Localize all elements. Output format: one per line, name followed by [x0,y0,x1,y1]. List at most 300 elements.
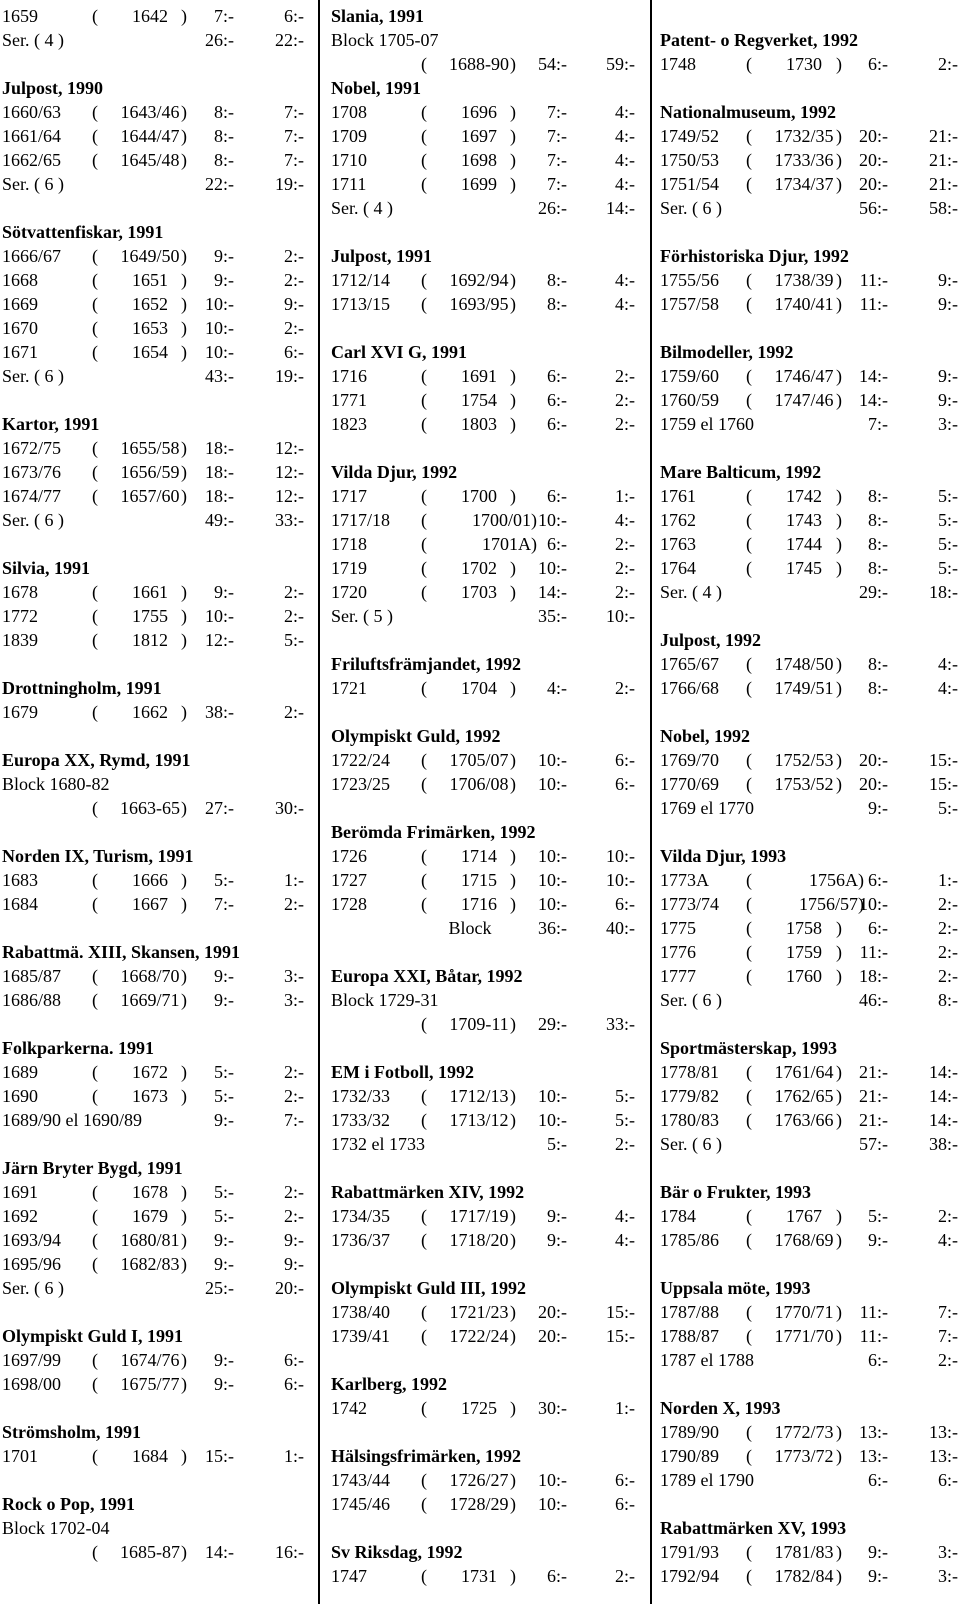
column-divider [650,0,652,1604]
catalog-number: 1710 [331,150,367,170]
heading-text: Julpost, 1990 [2,78,104,98]
price-unused: 11:- [859,294,888,314]
catalog-number: 1759/60 [660,366,720,386]
reference-number: 1771/70 [774,1326,834,1346]
paren: ( [746,966,752,986]
catalog-number: 1792/94 [660,1566,720,1586]
paren: ( [746,510,752,530]
spacer [2,1012,304,1036]
price-used: 6:- [615,774,635,794]
block-label: Block [448,918,492,938]
heading-text: Sötvattenfiskar, 1991 [2,222,164,242]
catalog-entry-row [2,124,304,148]
heading-text: Järn Bryter Bygd, 1991 [2,1158,183,1178]
catalog-entry-row [331,556,639,580]
paren: ( [746,1326,752,1346]
catalog-number: 1722/24 [331,750,391,770]
paren: ) [510,1566,516,1586]
spacer [331,628,639,652]
reference-number: 1663-65 [120,798,180,818]
heading-text: Folkparkerna. 1991 [2,1038,155,1058]
reference-number: 1649/50 [120,246,180,266]
catalog-number: 1661/64 [2,126,62,146]
spacer [331,796,639,820]
price-used: 7:- [284,126,304,146]
paren: ) [181,294,187,314]
series-total-row [331,196,639,220]
spacer [660,76,958,100]
issue-heading [660,340,958,364]
price-unused: 14:- [859,390,888,410]
paren: ( [421,846,427,866]
reference-number: 1702 [461,558,497,578]
paren: ) [510,1398,516,1418]
price-unused: 9:- [214,246,234,266]
catalog-number: 1763 [660,534,696,554]
reference-number: 1749/51 [774,678,834,698]
price-used: 2:- [284,1206,304,1226]
reference-number: 1718/20 [449,1230,509,1250]
catalog-number: 1769/70 [660,750,720,770]
paren: ) [510,1494,516,1514]
reference-number: 1746/47 [774,366,834,386]
catalog-entry-row [660,172,958,196]
heading-text: Vilda Djur, 1993 [660,846,787,866]
catalog-number: 1708 [331,102,367,122]
catalog-entry-row [2,700,304,724]
paren: ) [510,174,516,194]
price-unused: 30:- [538,1398,567,1418]
paren: ) [510,894,516,914]
spacer [331,220,639,244]
catalog-entry-row [331,1300,639,1324]
heading-text: Bär o Frukter, 1993 [660,1182,811,1202]
heading-text: Slania, 1991 [331,6,425,26]
price-unused: 6:- [868,918,888,938]
price-unused: 25:- [205,1278,234,1298]
reference-number: 1662 [132,702,168,722]
price-used: 10:- [606,606,635,626]
reference-number: 1747/46 [774,390,834,410]
series-total-row [660,412,958,436]
catalog-entry-row [2,796,304,820]
paren: ( [421,678,427,698]
issue-heading [660,628,958,652]
catalog-entry-row [331,844,639,868]
price-used: 2:- [615,1134,635,1154]
paren: ) [181,1350,187,1370]
paren: ) [181,582,187,602]
series-total-row [660,1468,958,1492]
issue-heading [2,1036,304,1060]
series-total-row [660,196,958,220]
catalog-number: 1701 [2,1446,38,1466]
price-unused: 10:- [205,318,234,338]
paren: ) [836,1422,842,1442]
catalog-entry-row [2,892,304,916]
price-unused: 9:- [214,1110,234,1130]
catalog-entry-row [331,988,639,1012]
issue-heading [331,1444,639,1468]
catalog-entry-row [331,292,639,316]
paren: ( [421,1470,427,1490]
series-total-row [331,604,639,628]
catalog-entry-row [2,148,304,172]
price-used: 4:- [615,174,635,194]
price-unused: 29:- [538,1014,567,1034]
paren: ) [836,270,842,290]
price-unused: 14:- [538,582,567,602]
catalog-number: 1659 [2,6,38,26]
paren: ( [746,678,752,698]
spacer [2,532,304,556]
reference-number: 1782/84 [774,1566,834,1586]
price-used: 2:- [284,246,304,266]
catalog-entry-row [2,484,304,508]
paren: ) [836,294,842,314]
catalog-entry-row [2,604,304,628]
catalog-entry-row [660,892,958,916]
price-used: 58:- [929,198,958,218]
heading-text: Rabattmärken XIV, 1992 [331,1182,525,1202]
catalog-entry-row [331,1204,639,1228]
paren: ) [836,390,842,410]
catalog-entry-row [2,1084,304,1108]
price-used: 2:- [284,1062,304,1082]
paren: ) [836,510,842,530]
paren: ( [421,894,427,914]
price-used: 2:- [938,942,958,962]
catalog-entry-row [2,1540,304,1564]
paren: ( [92,1230,98,1250]
catalog-number: 1734/35 [331,1206,391,1226]
issue-heading [331,724,639,748]
price-unused: 9:- [868,1566,888,1586]
heading-text: Kartor, 1991 [2,414,100,434]
catalog-number: 1772 [2,606,38,626]
paren: ( [746,1302,752,1322]
price-used: 14:- [606,198,635,218]
catalog-number: 1751/54 [660,174,720,194]
price-unused: 20:- [538,1302,567,1322]
price-unused: 20:- [538,1326,567,1346]
catalog-number: 1685/87 [2,966,62,986]
paren: ) [510,1110,516,1130]
catalog-entry-row [331,580,639,604]
catalog-entry-row [331,1564,639,1588]
price-used: 6:- [615,894,635,914]
catalog-entry-row [660,148,958,172]
heading-text: Rock o Pop, 1991 [2,1494,136,1514]
heading-text: Sv Riksdag, 1992 [331,1542,463,1562]
paren: ( [746,1566,752,1586]
price-used: 12:- [275,486,304,506]
price-unused: 18:- [205,486,234,506]
paren: ( [421,366,427,386]
reference-number: 1721/23 [449,1302,509,1322]
paren: ( [746,390,752,410]
paren: ) [181,1254,187,1274]
spacer [331,1516,639,1540]
paren: ) [510,126,516,146]
spacer [331,436,639,460]
catalog-entry-row [2,580,304,604]
price-unused: 10:- [538,774,567,794]
price-used: 5:- [615,1086,635,1106]
heading-text: Patent- o Regverket, 1992 [660,30,858,50]
price-used: 18:- [929,582,958,602]
catalog-number: 1720 [331,582,367,602]
paren: ( [92,318,98,338]
row-label: Ser. ( 6 ) [2,366,64,386]
paren: ) [836,150,842,170]
reference-number: 1700 [461,486,497,506]
paren: ( [421,1494,427,1514]
price-used: 59:- [606,54,635,74]
price-used: 40:- [606,918,635,938]
price-used: 19:- [275,174,304,194]
paren: ) [181,6,187,26]
reference-number: 1691 [461,366,497,386]
catalog-entry-row [331,508,639,532]
catalog-number: 1671 [2,342,38,362]
price-unused: 7:- [214,894,234,914]
paren: ) [181,342,187,362]
price-unused: 7:- [547,150,567,170]
heading-text: Olympiskt Guld I, 1991 [2,1326,184,1346]
price-unused: 6:- [547,1566,567,1586]
catalog-number: 1669 [2,294,38,314]
paren: ) [181,606,187,626]
paren: ( [421,102,427,122]
issue-heading [2,1324,304,1348]
price-used: 10:- [606,846,635,866]
paren: ) [836,1062,842,1082]
reference-number: 1755 [132,606,168,626]
heading-text: Nobel, 1992 [660,726,750,746]
price-used: 1:- [284,870,304,890]
price-used: 1:- [615,486,635,506]
price-unused: 54:- [538,54,567,74]
paren: ) [510,1470,516,1490]
reference-number: 1705/07 [449,750,509,770]
catalog-entry-row [331,1084,639,1108]
paren: ) [836,486,842,506]
reference-number: 1675/77 [120,1374,180,1394]
catalog-entry-row [660,1300,958,1324]
price-unused: 9:- [214,990,234,1010]
paren: ( [746,1062,752,1082]
heading-text: Uppsala möte, 1993 [660,1278,811,1298]
price-unused: 8:- [868,486,888,506]
catalog-number: 1733/32 [331,1110,391,1130]
paren: ( [92,462,98,482]
reference-number: 1773/72 [774,1446,834,1466]
catalog-entry-row [660,1324,958,1348]
spacer [2,1132,304,1156]
catalog-number: 1785/86 [660,1230,720,1250]
series-total-row [331,1132,639,1156]
row-label: Ser. ( 6 ) [660,990,722,1010]
paren: ) [836,1086,842,1106]
paren: ( [746,174,752,194]
price-used: 22:- [275,30,304,50]
paren: ( [421,1110,427,1130]
paren: ( [421,774,427,794]
catalog-entry-row [2,100,304,124]
price-unused: 5:- [214,870,234,890]
spacer [660,604,958,628]
heading-text: Norden IX, Turism, 1991 [2,846,194,866]
row-label: Ser. ( 6 ) [2,510,64,530]
paren: ) [181,486,187,506]
catalog-number: 1673/76 [2,462,62,482]
paren: ) [181,438,187,458]
heading-text: Olympiskt Guld, 1992 [331,726,501,746]
reference-number: 1644/47 [120,126,180,146]
reference-number: 1643/46 [120,102,180,122]
price-used: 12:- [275,438,304,458]
price-used: 15:- [606,1326,635,1346]
catalog-entry-row [2,316,304,340]
paren: ) [181,102,187,122]
reference-number: 1673 [132,1086,168,1106]
spacer [660,1012,958,1036]
paren: ) [510,1014,516,1034]
catalog-entry-row [331,388,639,412]
catalog-entry-row [331,148,639,172]
catalog-entry-row [331,532,639,556]
reference-number: 1700/01) [472,510,537,530]
catalog-number: 1766/68 [660,678,720,698]
catalog-number: 1713/15 [331,294,391,314]
catalog-number: 1738/40 [331,1302,391,1322]
catalog-entry-row [660,268,958,292]
catalog-entry-row [2,964,304,988]
paren: ( [92,1086,98,1106]
reference-number: 1745 [786,558,822,578]
paren: ( [746,1542,752,1562]
reference-number: 1772/73 [774,1422,834,1442]
price-unused: 8:- [868,678,888,698]
catalog-entry-row [660,1228,958,1252]
reference-number: 1706/08 [449,774,509,794]
price-used: 4:- [938,678,958,698]
catalog-entry-row [331,364,639,388]
price-unused: 8:- [214,126,234,146]
price-used: 3:- [284,966,304,986]
issue-heading [2,1156,304,1180]
reference-number: 1667 [132,894,168,914]
price-used: 5:- [938,558,958,578]
spacer [660,1492,958,1516]
issue-heading [660,1036,958,1060]
price-unused: 10:- [538,1470,567,1490]
paren: ( [421,534,427,554]
paren: ( [421,1014,427,1034]
catalog-number: 1764 [660,558,696,578]
catalog-entry-row [660,676,958,700]
issue-heading [331,1540,639,1564]
spacer [331,316,639,340]
price-used: 5:- [938,510,958,530]
catalog-entry-row [660,124,958,148]
price-used: 15:- [606,1302,635,1322]
price-unused: 46:- [859,990,888,1010]
price-used: 2:- [615,1566,635,1586]
catalog-number: 1672/75 [2,438,62,458]
reference-number: 1761/64 [774,1062,834,1082]
price-unused: 9:- [214,582,234,602]
catalog-entry-row [331,748,639,772]
issue-heading [660,1516,958,1540]
price-unused: 10:- [538,1086,567,1106]
price-used: 5:- [284,630,304,650]
paren: ) [836,966,842,986]
paren: ) [510,846,516,866]
price-unused: 10:- [538,558,567,578]
paren: ( [746,366,752,386]
catalog-number: 1776 [660,942,696,962]
paren: ( [746,1446,752,1466]
catalog-entry-row [660,532,958,556]
catalog-entry-row [660,1204,958,1228]
spacer [2,1396,304,1420]
price-unused: 9:- [214,1350,234,1370]
reference-number: 1803 [461,414,497,434]
price-used: 2:- [284,1182,304,1202]
reference-number: 1679 [132,1206,168,1226]
price-used: 21:- [929,174,958,194]
catalog-entry-row [660,916,958,940]
catalog-entry-row [331,1396,639,1420]
price-used: 6:- [284,1374,304,1394]
catalog-entry-row [2,1348,304,1372]
row-label: Ser. ( 5 ) [331,606,393,626]
catalog-entry-row [2,1060,304,1084]
paren: ( [421,270,427,290]
catalog-number: 1732/33 [331,1086,391,1106]
heading-text: Strömsholm, 1991 [2,1422,141,1442]
price-unused: 10:- [205,294,234,314]
row-label: 1787 el 1788 [660,1350,754,1370]
issue-heading [331,1276,639,1300]
catalog-entry-row [2,1228,304,1252]
paren: ) [181,1542,187,1562]
price-unused: 49:- [205,510,234,530]
heading-text: Sportmästerskap, 1993 [660,1038,838,1058]
price-unused: 14:- [859,366,888,386]
price-used: 7:- [284,102,304,122]
catalog-entry-row [660,556,958,580]
heading-text: Julpost, 1991 [331,246,433,266]
reference-number: 1760 [786,966,822,986]
price-unused: 8:- [214,150,234,170]
catalog-number: 1691 [2,1182,38,1202]
price-unused: 18:- [205,438,234,458]
heading-text: Friluftsfrämjandet, 1992 [331,654,521,674]
block-label: Block 1680-82 [2,774,110,794]
spacer [2,196,304,220]
reference-number: 1672 [132,1062,168,1082]
price-used: 15:- [929,750,958,770]
price-used: 2:- [284,606,304,626]
paren: ( [92,1542,98,1562]
price-unused: 9:- [214,1230,234,1250]
price-unused: 4:- [547,678,567,698]
price-unused: 11:- [859,1302,888,1322]
price-used: 9:- [284,1254,304,1274]
